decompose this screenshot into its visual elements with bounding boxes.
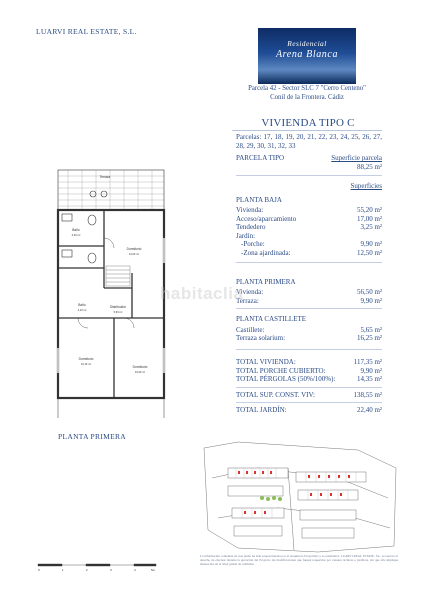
row-label: Terraza solarium: <box>236 334 286 343</box>
distribuidor-label: Distribuidor <box>109 305 127 309</box>
dormitorio3-area: 10,00 m² <box>134 371 146 374</box>
superficies-header-row <box>236 182 382 191</box>
row-value: 17,00 m² <box>356 214 382 223</box>
dormitorio2-area: 10,15 m² <box>80 363 92 366</box>
footer-disclaimer: La información contenida en este plano ha sido proporcionada por el Arquitecto Proyectista y es orientativa. LUARVI REAL ESTATE, S.L. se reserva el derecho de efectuar durante la ejecución del Proyecto las modificaciones que fuesen requeridas por razones técnicas o jurídicas, sin que ello implique menoscabo en el nivel global de calidades. <box>200 554 398 566</box>
scale-mark: 5m <box>151 568 156 572</box>
parcela-tipo-label: PARCELA TIPO <box>236 154 285 162</box>
scale-mark: 2 <box>86 568 88 572</box>
row-label: Castillete: <box>236 325 265 334</box>
planta-primera-label: PLANTA PRIMERA <box>236 278 296 286</box>
distribuidor-area: 5,63 m² <box>113 311 123 314</box>
watermark: habitaclia <box>160 284 244 303</box>
total-jardin-value: 22,40 m² <box>356 406 382 414</box>
divider <box>236 402 382 403</box>
parcela-tipo-row <box>236 154 382 163</box>
total-row <box>236 367 382 376</box>
address-line2: Conil de la Frontera. Cádiz <box>270 94 344 101</box>
planta-primera-row <box>236 288 382 297</box>
row-value: 56,50 m² <box>356 288 382 296</box>
divider <box>236 175 382 176</box>
planta-primera-row <box>236 297 382 306</box>
divider <box>236 387 382 388</box>
total-row <box>236 375 382 384</box>
page-title: VIVIENDA TIPO C <box>261 117 355 129</box>
row-value: 9,90 m² <box>360 296 382 305</box>
title-divider <box>232 130 382 131</box>
row-value: 55,20 m² <box>356 206 382 214</box>
dormitorio3-label: Dormitorio <box>132 365 148 369</box>
row-value: 5,65 m² <box>360 325 382 334</box>
row-value: 3,25 m² <box>360 223 382 232</box>
plan-label: PLANTA PRIMERA <box>58 432 126 441</box>
dormitorio2-label: Dormitorio <box>78 357 94 361</box>
parcela-tipo-value-row <box>236 163 382 172</box>
scale-mark: 4 <box>134 568 136 572</box>
bano2-label: Baño <box>78 303 86 307</box>
scale-bar <box>36 562 164 572</box>
bano2-area: 4,10 m² <box>77 309 87 312</box>
total-value: 117,35 m² <box>353 358 382 366</box>
row-value: 9,90 m² <box>360 240 382 249</box>
total-label: TOTAL PÉRGOLAS (50%/100%): <box>236 375 336 384</box>
floor-plan <box>38 168 172 422</box>
total-jardin-row <box>236 406 382 415</box>
planta-baja-label: PLANTA BAJA <box>236 196 282 204</box>
row-label: Vivienda: <box>236 206 264 214</box>
dormitorio1-label: Dormitorio <box>126 247 142 251</box>
planta-baja-row <box>236 206 382 215</box>
divider <box>236 349 382 350</box>
total-sup-label: TOTAL SUP. CONST. VIV: <box>236 391 315 399</box>
row-label: Acceso/aparcamiento <box>236 214 297 223</box>
jardin-row <box>241 240 382 249</box>
planta-baja-row <box>236 215 382 224</box>
residencial-logo <box>258 28 356 84</box>
parcela-tipo-value: 88,25 m² <box>356 163 382 171</box>
row-label: Terraza: <box>236 296 259 305</box>
planta-castillete-row <box>236 326 382 335</box>
bano1-label: Baño <box>72 228 80 232</box>
terraza-label: Terraza <box>99 175 111 179</box>
scale-mark: 0 <box>38 568 40 572</box>
row-label: Vivienda: <box>236 288 264 296</box>
dormitorio1-area: 12,00 m² <box>128 253 140 256</box>
logo-line1: Residencial <box>287 39 327 48</box>
address-line1: Parcela 42 - Sector SLC 7 "Cerro Centeno" <box>248 85 366 92</box>
row-label: -Porche: <box>241 240 265 249</box>
total-sup-row <box>236 391 382 400</box>
total-value: 9,90 m² <box>360 366 382 375</box>
row-value: 16,25 m² <box>356 334 382 343</box>
superficies-header: Superficies <box>350 182 382 190</box>
total-label: TOTAL PORCHE CUBIERTO: <box>236 366 326 375</box>
jardin-label: Jardín: <box>236 231 256 240</box>
planta-baja-row <box>236 223 382 232</box>
row-value: 12,50 m² <box>356 249 382 257</box>
company-name: LUARVI REAL ESTATE, S.L. <box>36 27 137 36</box>
row-label: -Zona ajardinada: <box>241 249 291 257</box>
site-map <box>198 438 398 556</box>
superficie-parcela-header: Superficie parcela <box>331 154 382 162</box>
logo-line2: Arena Blanca <box>275 49 339 60</box>
total-row <box>236 358 382 367</box>
divider <box>236 308 382 309</box>
jardin-row <box>241 249 382 258</box>
row-label: Tendedero <box>236 223 266 232</box>
planta-castillete-row <box>236 334 382 343</box>
parcelas-list: Parcelas: 17, 18, 19, 20, 21, 22, 23, 24, 25, 26, 27, 28, 29, 30, 31, 32, 33 <box>236 133 382 150</box>
scale-mark: 3 <box>110 568 112 572</box>
total-jardin-label: TOTAL JARDÍN: <box>236 406 287 414</box>
bano1-area: 4,30 m² <box>71 234 81 237</box>
divider <box>236 262 382 263</box>
total-label: TOTAL VIVIENDA: <box>236 358 296 366</box>
scale-mark: 1 <box>62 568 64 572</box>
address-block <box>222 84 392 102</box>
total-value: 14,35 m² <box>356 375 382 384</box>
planta-castillete-label: PLANTA CASTILLETE <box>236 315 307 323</box>
total-sup-value: 138,55 m² <box>353 391 382 399</box>
